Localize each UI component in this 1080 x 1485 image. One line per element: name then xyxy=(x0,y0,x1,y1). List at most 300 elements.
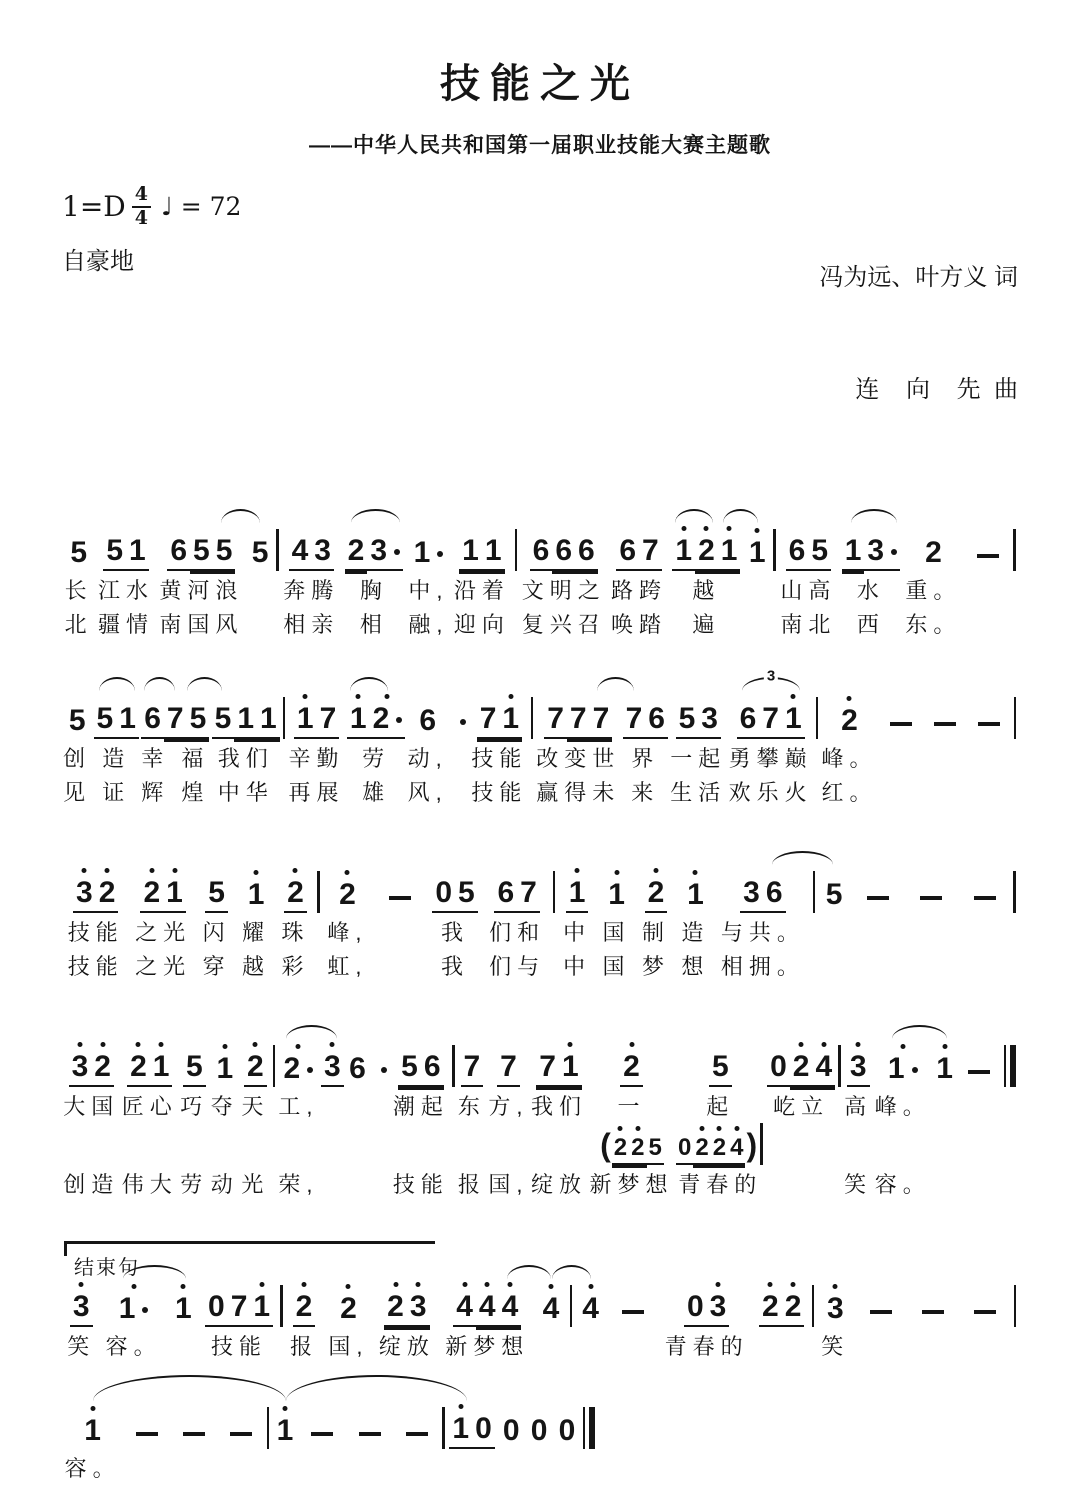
note-cell xyxy=(440,1281,534,1363)
note-group xyxy=(67,525,90,573)
note-token: 0 xyxy=(767,1051,790,1087)
lyric-syllable: 来 xyxy=(631,780,660,805)
dash-note xyxy=(978,722,1000,726)
lyric-syllable: 我 xyxy=(441,954,470,979)
note-cell xyxy=(100,1281,166,1363)
note-token: 7 xyxy=(497,1051,520,1087)
note-group xyxy=(581,1403,598,1451)
note-cell xyxy=(851,867,904,983)
note-group xyxy=(289,525,334,573)
note-cell xyxy=(487,1041,530,1201)
composer-credit: 连 向 先 曲 xyxy=(855,375,1018,403)
dash-note xyxy=(136,1432,158,1436)
note-cell xyxy=(157,525,246,641)
note-cell xyxy=(754,1281,810,1363)
octave-dot xyxy=(548,1284,553,1289)
octave-dot xyxy=(485,1282,490,1287)
note-group xyxy=(116,1281,152,1329)
note-token: 1 xyxy=(566,877,589,913)
music-system xyxy=(62,1241,1018,1363)
note-token: 1 xyxy=(605,879,628,913)
ending-label: 结束句 xyxy=(74,1256,140,1279)
note-token: 1 xyxy=(672,535,695,571)
music-system xyxy=(62,867,1018,983)
note-token: 1 xyxy=(172,1293,195,1327)
note-token: 1 xyxy=(294,703,317,739)
note-group xyxy=(459,525,504,573)
note-token: 2 xyxy=(140,877,163,913)
lyric-syllable: 笑 xyxy=(821,1334,850,1359)
lyric-syllable: 我 xyxy=(441,920,470,945)
note-token: 1 xyxy=(933,1053,956,1087)
lyric-syllable: 造 xyxy=(681,920,710,945)
note-group xyxy=(293,1281,316,1329)
note-cell xyxy=(392,1041,451,1201)
lyric-syllable: 红。 xyxy=(821,780,878,805)
note-token: 0 xyxy=(530,1413,548,1447)
note-group xyxy=(432,867,477,915)
lyric-syllable: 一起 xyxy=(670,746,727,771)
bar-cell xyxy=(1012,693,1019,809)
note-token: 1 xyxy=(126,535,149,571)
note-group xyxy=(823,867,846,915)
lyric-syllable: 辉 煌 xyxy=(141,780,210,805)
note-group xyxy=(857,867,899,915)
slur-arc xyxy=(286,1025,337,1039)
note-token: 1 xyxy=(842,535,865,571)
barline xyxy=(838,1045,841,1087)
note-group xyxy=(786,525,831,573)
expression-marking: 自豪地 xyxy=(62,247,134,275)
note-token: 3 xyxy=(824,1293,847,1327)
note-token: 5 xyxy=(825,877,843,911)
note-group xyxy=(301,1403,343,1451)
note-cell xyxy=(525,1403,553,1485)
augmentation-dot xyxy=(450,705,469,739)
note-token: 6 xyxy=(737,703,760,739)
note-token: 7 xyxy=(164,703,187,739)
note-group xyxy=(69,1041,114,1089)
lyric-syllable: 相亲 xyxy=(283,612,340,637)
meta-left xyxy=(62,185,241,276)
credits xyxy=(819,185,1018,483)
note-token: 6 xyxy=(530,535,553,571)
slur-arc xyxy=(93,1375,286,1401)
octave-dot xyxy=(149,868,154,873)
lyric-syllable: 越 xyxy=(692,578,721,603)
lyric-syllable: 匠心 xyxy=(121,1094,178,1119)
slur-arc xyxy=(350,677,388,691)
octave-dot xyxy=(588,1284,593,1289)
slur-arc xyxy=(597,677,634,691)
note-group xyxy=(126,1403,168,1451)
note-token: 6 xyxy=(786,535,809,571)
lyric-syllable: 南北 xyxy=(780,612,837,637)
octave-dot xyxy=(614,870,619,875)
augmentation-dot xyxy=(394,549,400,555)
lyric-syllable: 天 xyxy=(241,1094,270,1119)
lyric-syllable: 报 xyxy=(289,1334,318,1359)
lyric-syllable: 青春的 xyxy=(664,1334,749,1359)
note-token: 7 xyxy=(477,703,500,739)
note-cell xyxy=(676,867,715,983)
note-cell xyxy=(967,693,1011,809)
note-cell xyxy=(62,693,92,809)
note-token: 1 xyxy=(274,1415,297,1449)
note-group xyxy=(284,867,307,915)
lyric-syllable: 之光 xyxy=(135,920,192,945)
note-cell xyxy=(342,525,406,641)
dash-note xyxy=(311,1432,333,1436)
lyric-syllable: 技能 xyxy=(67,954,124,979)
note-group xyxy=(933,1041,956,1089)
octave-dot xyxy=(715,1282,720,1287)
note-token: 1 xyxy=(347,703,370,739)
octave-dot xyxy=(253,1042,258,1047)
lyric-syllable: 想 xyxy=(681,954,710,979)
lyric-syllable: 创 xyxy=(63,746,92,771)
note-cell xyxy=(816,1281,854,1363)
lyric-syllable: 黄河浪 xyxy=(159,578,244,603)
note-group xyxy=(540,1281,563,1329)
note-token: 4 xyxy=(453,1291,476,1327)
note-token: 2 xyxy=(759,1291,782,1327)
note-token: 7 xyxy=(567,703,590,739)
note-cell xyxy=(675,1041,766,1201)
note-token: 2 xyxy=(782,1291,805,1327)
music-system xyxy=(62,525,1018,641)
lyric-syllable: 工, xyxy=(278,1094,319,1119)
note-token: 2 xyxy=(337,1293,360,1327)
lyric-syllable: 巧 xyxy=(180,1094,209,1119)
octave-dot xyxy=(704,526,709,531)
dash-note xyxy=(934,722,956,726)
measure-row xyxy=(62,1041,1018,1201)
note-cell xyxy=(715,867,810,983)
note-token: 6 xyxy=(616,535,639,571)
note-token: 1 xyxy=(482,535,505,571)
barline xyxy=(531,697,534,739)
note-token: 0 xyxy=(502,1413,520,1447)
note-cell xyxy=(535,693,621,809)
note-group xyxy=(556,1403,579,1451)
barline xyxy=(283,697,286,739)
note-group xyxy=(73,867,118,915)
lyric-syllable: 路跨 xyxy=(611,578,668,603)
note-group xyxy=(620,1041,643,1089)
note-token: 3 xyxy=(73,877,96,913)
lyric-syllable: 制 xyxy=(641,920,670,945)
note-cell xyxy=(197,867,236,983)
note-token: 1 xyxy=(150,1051,173,1087)
slur-arc xyxy=(772,851,834,865)
note-group xyxy=(885,1041,921,1089)
lyric-syllable: 夺 xyxy=(210,1094,239,1119)
note-cell xyxy=(211,693,281,809)
dash-note xyxy=(183,1432,205,1436)
augmentation-dot xyxy=(891,549,897,555)
note-group xyxy=(349,1403,391,1451)
note-group xyxy=(1011,525,1018,573)
note-token: 3 xyxy=(847,1051,870,1087)
tempo-marking: ♩ = 72 xyxy=(160,192,242,222)
note-group xyxy=(672,525,740,573)
octave-dot xyxy=(717,1126,722,1131)
note-group xyxy=(605,867,628,915)
note-group xyxy=(1012,693,1019,741)
measure-row xyxy=(62,867,1018,983)
note-cell xyxy=(621,693,669,809)
octave-dot xyxy=(385,694,390,699)
note-token: 5 xyxy=(103,535,126,571)
note-group xyxy=(249,525,272,573)
note-cell xyxy=(597,867,636,983)
octave-dot xyxy=(416,1282,421,1287)
note-group xyxy=(1011,867,1018,915)
note-cell xyxy=(669,693,727,809)
note-cell xyxy=(964,525,1011,641)
lyric-syllable: 赢得未 xyxy=(536,780,621,805)
lyric-syllable: 穿 xyxy=(202,954,231,979)
lyric-syllable: 南国风 xyxy=(159,612,244,637)
note-cell xyxy=(217,1403,264,1485)
octave-dot xyxy=(768,1282,773,1287)
lyric-syllable: 遍 xyxy=(692,612,721,637)
lyric-syllable: 绽放 xyxy=(378,1334,435,1359)
note-group xyxy=(127,1041,172,1089)
note-token: 2 xyxy=(336,879,359,913)
note-group xyxy=(103,525,148,573)
lyric-syllable: 容。 xyxy=(64,1456,121,1481)
note-group xyxy=(205,1281,273,1329)
lyric-syllable: 我们 xyxy=(217,746,274,771)
note-token: 1 xyxy=(559,1051,582,1087)
note-cell xyxy=(129,867,196,983)
note-group xyxy=(746,525,769,573)
octave-dot xyxy=(356,694,361,699)
note-token: 2 xyxy=(711,1135,728,1165)
note-token: 3 xyxy=(740,877,763,913)
note-token: 1 xyxy=(116,703,139,739)
note-group xyxy=(294,693,339,741)
bar-cell xyxy=(1011,525,1018,641)
note-group xyxy=(842,525,900,573)
lyric-syllable: 新梦想 xyxy=(589,1172,674,1197)
lyric-syllable: 劳 xyxy=(362,746,391,771)
note-cell xyxy=(839,525,903,641)
note-token: 5 xyxy=(68,703,86,737)
note-group xyxy=(81,1403,104,1451)
note-group xyxy=(623,693,668,741)
lyric-syllable: 中, xyxy=(408,578,449,603)
lyric-syllable: 闪 xyxy=(202,920,231,945)
note-token: 1 xyxy=(684,879,707,913)
lyric-syllable: 融, xyxy=(408,612,449,637)
octave-dot xyxy=(259,1282,264,1287)
barline xyxy=(452,1045,455,1087)
note-group xyxy=(1002,1041,1019,1089)
note-group xyxy=(173,1403,215,1451)
lyric-syllable: 峰, xyxy=(327,920,368,945)
note-group xyxy=(245,867,268,915)
note-group xyxy=(281,1041,317,1089)
lyric-syllable: 胸 xyxy=(359,578,388,603)
note-token: 2 xyxy=(127,1051,150,1087)
slur-arc xyxy=(351,509,400,523)
lyric-syllable: 彩 xyxy=(281,954,310,979)
note-token: 0 xyxy=(558,1413,576,1447)
note-cell xyxy=(299,1403,346,1485)
note-group xyxy=(345,525,403,573)
music-system xyxy=(62,1041,1018,1201)
note-group xyxy=(860,1281,902,1329)
octave-dot xyxy=(507,1282,512,1287)
slur-arc xyxy=(286,1375,468,1401)
note-cell xyxy=(519,525,608,641)
octave-dot xyxy=(821,1042,826,1047)
measure-row xyxy=(62,693,1018,809)
note-token: 3 xyxy=(407,1291,430,1327)
octave-dot xyxy=(159,1042,164,1047)
lyric-syllable: 笑 xyxy=(67,1334,96,1359)
note-cell xyxy=(346,1403,393,1485)
note-cell xyxy=(140,693,210,809)
octave-dot xyxy=(82,868,87,873)
dash-note xyxy=(867,896,889,900)
note-token: 2 xyxy=(284,877,307,913)
dash-note xyxy=(968,1070,990,1074)
barline xyxy=(1014,1285,1017,1327)
lyric-syllable: 技能 xyxy=(211,1334,268,1359)
note-token: 5 xyxy=(808,535,831,571)
octave-dot xyxy=(100,1042,105,1047)
note-token: 5 xyxy=(187,703,210,739)
note-group xyxy=(759,1281,804,1329)
note-group xyxy=(321,1041,344,1089)
lyric-syllable: 山高 xyxy=(780,578,837,603)
note-cell xyxy=(95,525,156,641)
note-token: 3 xyxy=(698,703,721,739)
dash-note xyxy=(977,554,999,558)
lyric-syllable: 梦 xyxy=(641,954,670,979)
octave-dot xyxy=(222,1044,227,1049)
note-cell xyxy=(179,1041,210,1201)
slur-arc xyxy=(99,677,135,691)
note-group xyxy=(141,693,209,741)
dash-note xyxy=(406,1432,428,1436)
note-cell xyxy=(574,1281,607,1363)
note-cell xyxy=(959,1281,1011,1363)
note-cell xyxy=(854,1281,906,1363)
note-group xyxy=(676,693,721,741)
note-group xyxy=(530,525,598,573)
augmentation-dot xyxy=(307,1067,313,1073)
note-token: 3 xyxy=(70,1291,93,1327)
lyric-syllable: 国 xyxy=(602,920,631,945)
lyric-syllable: 国 xyxy=(602,954,631,979)
note-cell xyxy=(743,525,771,641)
note-cell xyxy=(346,693,407,809)
note-token: 5 xyxy=(205,877,228,913)
note-cell xyxy=(240,1041,271,1201)
note-cell xyxy=(323,1281,374,1363)
note-cell xyxy=(534,1281,567,1363)
augmentation-dot xyxy=(396,717,402,723)
note-token: 1 xyxy=(459,535,482,571)
note-group xyxy=(411,525,447,573)
note-cell xyxy=(62,525,95,641)
barline xyxy=(442,1407,445,1449)
bar-cell xyxy=(1012,1281,1019,1363)
note-token: 4 xyxy=(289,535,312,571)
time-signature xyxy=(132,185,151,229)
parenthesis: ( xyxy=(600,1127,611,1164)
note-token: 1 xyxy=(257,703,280,739)
measure-row xyxy=(62,1281,1018,1363)
lyric-syllable: 光 xyxy=(241,1172,270,1197)
note-token: 3 xyxy=(707,1291,730,1327)
barline xyxy=(1013,529,1016,571)
note-group xyxy=(497,1041,520,1089)
note-token: 4 xyxy=(476,1291,499,1327)
lyric-syllable: 方, xyxy=(488,1094,529,1119)
octave-dot xyxy=(301,1282,306,1287)
note-cell xyxy=(427,867,484,983)
note-token: 6 xyxy=(167,535,190,571)
note-token: 2 xyxy=(693,1135,710,1165)
note-group xyxy=(140,867,185,915)
note-cell xyxy=(449,693,470,809)
note-group xyxy=(172,1281,195,1329)
bar-cell xyxy=(1002,1041,1019,1201)
lyric-syllable: 长 xyxy=(64,578,93,603)
note-cell xyxy=(820,693,878,809)
lyric-syllable: 相拥。 xyxy=(720,954,805,979)
note-token: 0 xyxy=(205,1291,228,1327)
note-token: 5 xyxy=(70,535,88,569)
note-group xyxy=(94,693,139,741)
lyric-syllable: 奔腾 xyxy=(283,578,340,603)
note-group xyxy=(244,1041,267,1089)
lyric-syllable: 西 xyxy=(856,612,885,637)
lyric-syllable: 高 xyxy=(844,1094,873,1119)
bar-cell xyxy=(1011,867,1018,983)
note-cell xyxy=(345,1041,370,1201)
note-token: 1 xyxy=(234,703,257,739)
note-token: 7 xyxy=(590,703,613,739)
note-cell xyxy=(530,1041,589,1201)
triplet-number: 3 xyxy=(764,668,778,683)
lyricist-credit: 冯为远、叶方义 词 xyxy=(819,264,1018,292)
note-token: 5 xyxy=(212,703,235,739)
lyric-syllable: 伟大 xyxy=(121,1172,178,1197)
note-group xyxy=(337,1281,360,1329)
note-group xyxy=(968,693,1010,741)
lyric-syllable: 国, xyxy=(488,1172,529,1197)
note-cell xyxy=(778,525,839,641)
note-group xyxy=(838,693,861,741)
octave-dot xyxy=(629,1042,634,1047)
barline xyxy=(773,529,776,571)
note-token: 5 xyxy=(676,703,699,739)
note-cell xyxy=(170,1403,217,1485)
lyric-syllable: 疆情 xyxy=(98,612,155,637)
double-barline xyxy=(583,1407,596,1449)
key-tempo-line xyxy=(62,185,241,229)
barline xyxy=(273,1045,276,1087)
note-token: 1 xyxy=(782,703,805,739)
lyric-syllable: 技能 xyxy=(392,1172,449,1197)
